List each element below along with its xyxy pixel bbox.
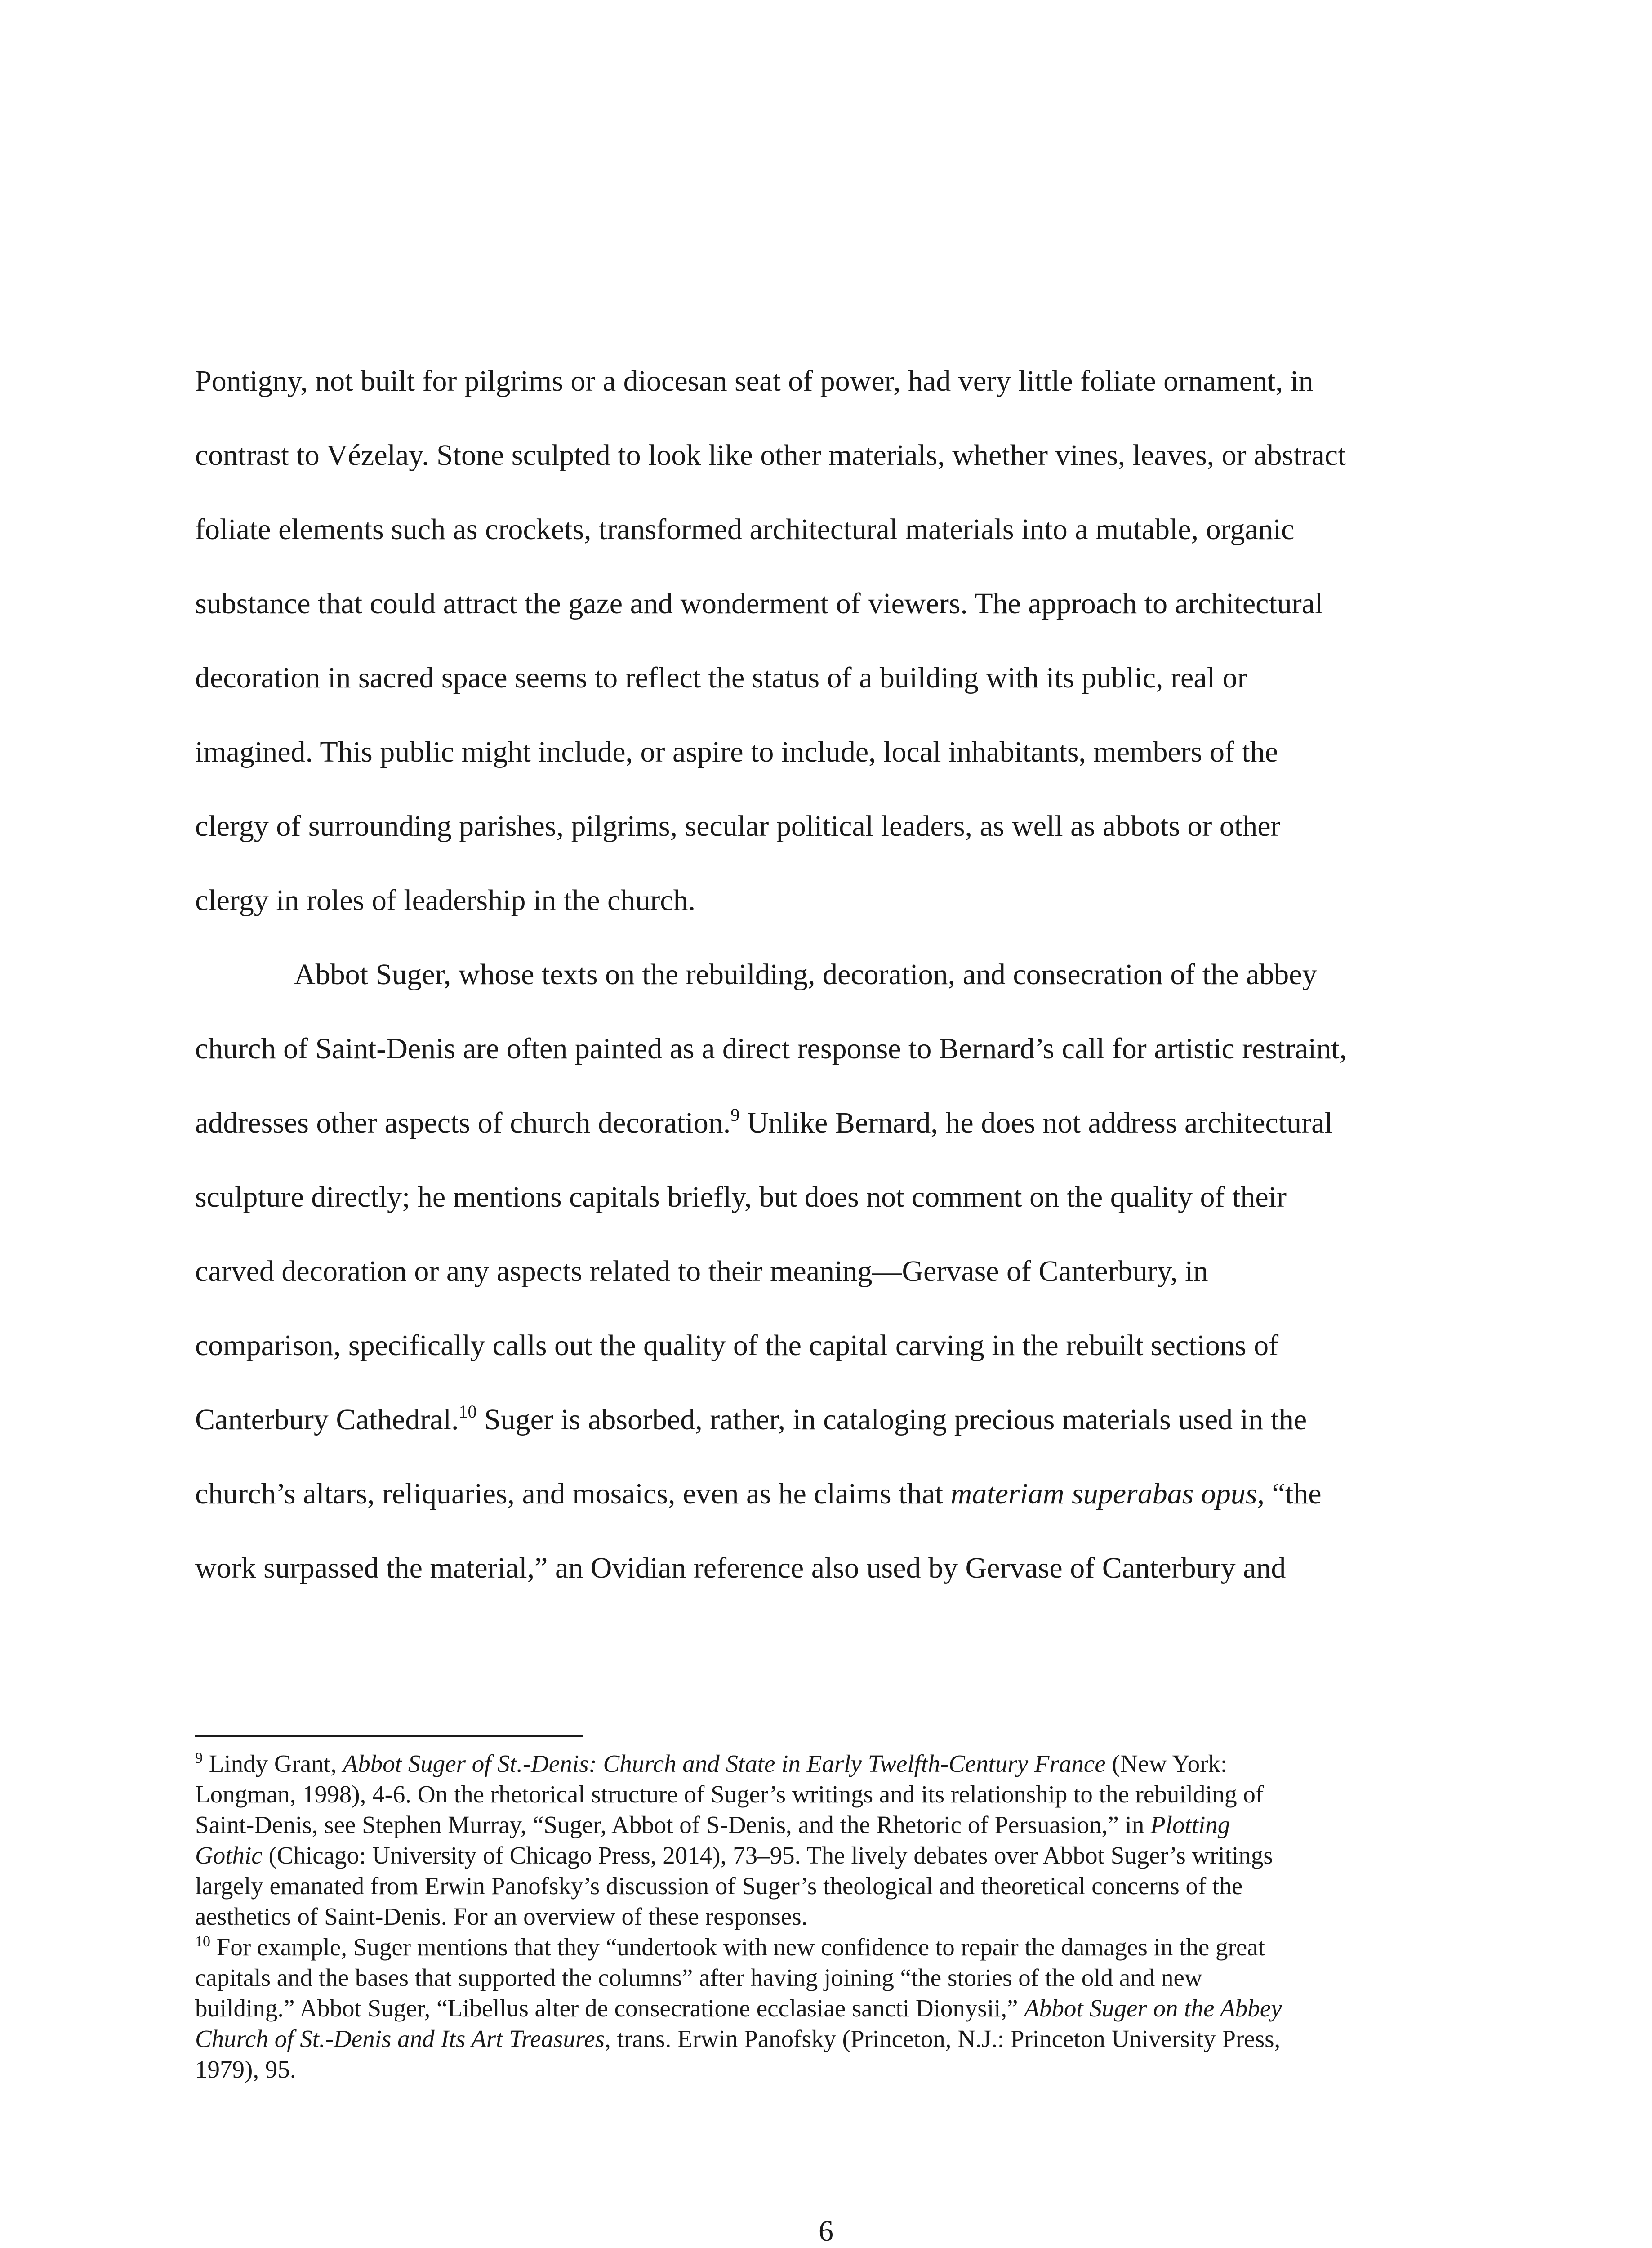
latin-quotation: materiam superabas opus, — [950, 1477, 1265, 1510]
footnote-text: Saint-Denis, see Stephen Murray, “Suger, Abbot of S-Denis, and the Rhetoric of Persuasion,” in — [195, 1811, 1151, 1838]
footnote-number: 10 — [195, 1933, 210, 1950]
body-line: substance that could attract the gaze and wonderment of viewers. The approach to architectural — [195, 587, 1323, 620]
body-line: comparison, specifically calls out the quality of the capital carving in the rebuilt sections of — [195, 1329, 1279, 1362]
footnote-line: largely emanated from Erwin Panofsky’s discussion of Suger’s theological and theoretical concerns of the — [195, 1872, 1243, 1900]
book-title: Church of St.-Denis and Its Art Treasures — [195, 2025, 605, 2052]
footnote-line — [195, 2026, 1280, 2051]
footnote-reference[interactable]: 9 — [730, 1105, 740, 1125]
body-line: work surpassed the material,” an Ovidian reference also used by Gervase of Canterbury and — [195, 1552, 1286, 1584]
body-line: sculpture directly; he mentions capitals briefly, but does not comment on the quality of their — [195, 1181, 1287, 1213]
book-title: Abbot Suger of St.-Denis: Church and State in Early Twelfth-Century France — [343, 1750, 1106, 1777]
footnote-number: 9 — [195, 1750, 203, 1766]
body-line — [195, 1105, 1333, 1139]
footnote-line — [195, 1843, 1273, 1868]
footnote-10 — [195, 1935, 1265, 1959]
footnote-text: building.” Abbot Suger, “Libellus alter de consecratione ecclasiae sancti Dionysii,” — [195, 1994, 1024, 2022]
footnote-separator — [195, 1735, 583, 1737]
body-line: Pontigny, not built for pilgrims or a diocesan seat of power, had very little foliate ornament, in — [195, 365, 1314, 397]
footnote-text: Lindy Grant, — [203, 1750, 343, 1777]
body-line: Abbot Suger, whose texts on the rebuilding, decoration, and consecration of the abbey — [294, 958, 1317, 991]
page-number: 6 — [819, 2215, 833, 2248]
body-line — [195, 1401, 1307, 1436]
body-line — [195, 1479, 1322, 1509]
body-line: decoration in sacred space seems to reflect the status of a building with its public, real or — [195, 661, 1247, 694]
footnote-text: (New York: — [1105, 1750, 1228, 1777]
footnote-line: Longman, 1998), 4-6. On the rhetorical structure of Suger’s writings and its relationship to the rebuilding of — [195, 1780, 1264, 1808]
body-line: clergy in roles of leadership in the church. — [195, 884, 696, 917]
body-text-span: Unlike Bernard, he does not address architectural — [739, 1106, 1333, 1139]
body-line: carved decoration or any aspects related to their meaning—Gervase of Canterbury, in — [195, 1255, 1208, 1288]
body-text-span: Canterbury Cathedral. — [195, 1403, 459, 1436]
footnote-line — [195, 1812, 1230, 1837]
body-text-span: Suger is absorbed, rather, in cataloging precious materials used in the — [476, 1403, 1307, 1436]
footnote-reference[interactable]: 10 — [459, 1401, 477, 1422]
body-line: church of Saint-Denis are often painted as a direct response to Bernard’s call for artistic restraint, — [195, 1032, 1347, 1065]
body-text-span: church’s altars, reliquaries, and mosaics, even as he claims that — [195, 1477, 951, 1510]
book-title: Plotting — [1150, 1811, 1230, 1838]
footnote-text: (Chicago: University of Chicago Press, 2014), 73–95. The lively debates over Abbot Suger’s writings — [262, 1842, 1273, 1869]
body-line: contrast to Vézelay. Stone sculpted to look like other materials, whether vines, leaves, or abstract — [195, 439, 1346, 472]
body-line: clergy of surrounding parishes, pilgrims, secular political leaders, as well as abbots or other — [195, 810, 1281, 843]
book-title: Abbot Suger on the Abbey — [1024, 1994, 1282, 2022]
book-title: Gothic — [195, 1842, 263, 1869]
footnote-text: , trans. Erwin Panofsky (Princeton, N.J.: Princeton University Press, — [605, 2025, 1281, 2052]
footnote-line: capitals and the bases that supported the columns” after having joining “the stories of the old and new — [195, 1964, 1202, 1991]
footnote-line: 1979), 95. — [195, 2056, 296, 2083]
footnote-text: For example, Suger mentions that they “undertook with new confidence to repair the damages in the great — [210, 1933, 1265, 1961]
body-text-span: “the — [1265, 1477, 1322, 1510]
body-line: imagined. This public might include, or aspire to include, local inhabitants, members of the — [195, 736, 1278, 768]
footnote-line — [195, 1996, 1282, 2021]
body-line: foliate elements such as crockets, transformed architectural materials into a mutable, organic — [195, 513, 1295, 546]
body-text-span: addresses other aspects of church decoration. — [195, 1106, 731, 1139]
footnote-line: aesthetics of Saint-Denis. For an overview of these responses. — [195, 1903, 808, 1930]
footnote-9 — [195, 1751, 1227, 1776]
